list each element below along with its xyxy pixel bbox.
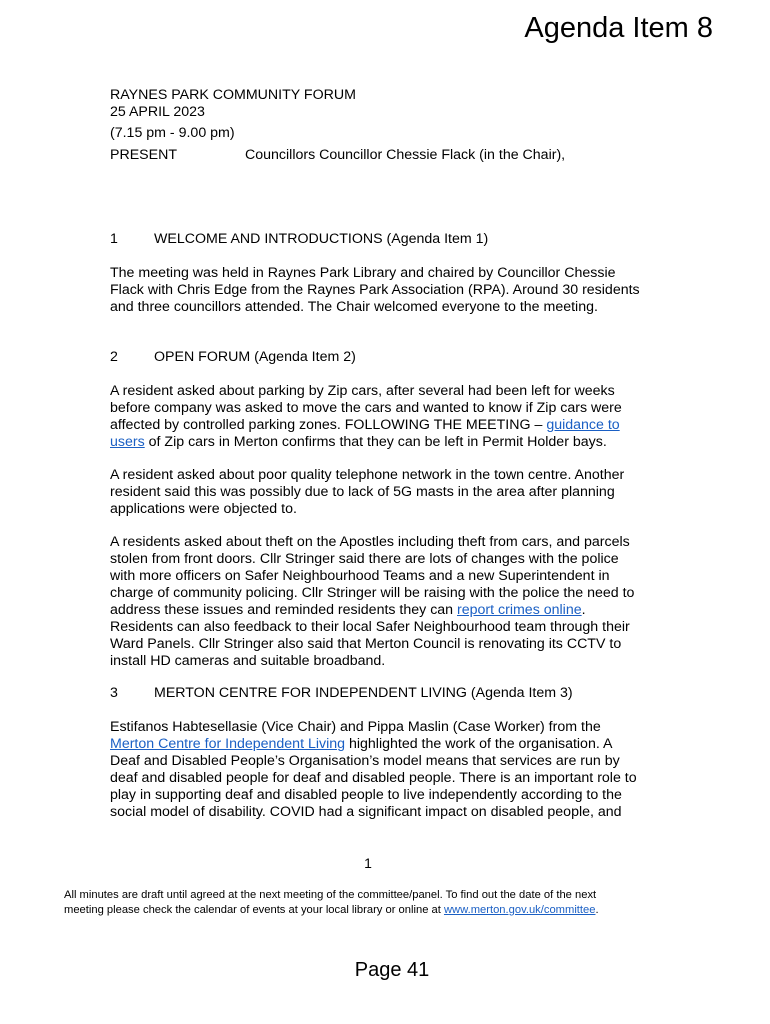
paragraph-line: charge of community policing. Cllr Stringer will be raising with the police the need to xyxy=(110,585,635,601)
meeting-date: 25 APRIL 2023 xyxy=(110,104,205,120)
item1-paragraph xyxy=(110,265,710,316)
footer-line xyxy=(64,903,744,918)
footer-line: All minutes are draft until agreed at the next meeting of the committee/panel. To find out the date of the next xyxy=(64,889,597,901)
item1-number: 1 xyxy=(110,231,118,247)
item3-heading xyxy=(110,685,710,702)
paragraph-line: The meeting was held in Raynes Park Library and chaired by Councillor Chessie xyxy=(110,265,616,281)
item2-paragraph-1 xyxy=(110,383,710,451)
paragraph-text: affected by controlled parking zones. FOLLOWING THE MEETING – xyxy=(110,417,547,433)
present-label: PRESENT xyxy=(110,147,178,163)
item2-paragraph-3 xyxy=(110,534,710,670)
paragraph-line: A resident asked about poor quality telephone network in the town centre. Another xyxy=(110,467,625,483)
paragraph-line: A residents asked about theft on the Apostles including theft from cars, and parcels xyxy=(110,534,630,550)
committee-link[interactable]: www.merton.gov.uk/committee xyxy=(443,904,596,916)
paragraph-text: of Zip cars in Merton confirms that they can be left in Permit Holder bays. xyxy=(144,434,607,450)
merton-centre-link[interactable]: Merton Centre for Independent Living xyxy=(110,736,346,752)
paragraph-line: Residents can also feedback to their local Safer Neighbourhood team through their xyxy=(110,619,630,635)
item2-number: 2 xyxy=(110,349,118,365)
item3-heading-text: MERTON CENTRE FOR INDEPENDENT LIVING (Agenda Item 3) xyxy=(154,685,573,701)
paragraph-line: Flack with Chris Edge from the Raynes Park Association (RPA). Around 30 residents xyxy=(110,282,640,298)
item3-number: 3 xyxy=(110,685,118,701)
item1-heading xyxy=(110,231,710,248)
item1-heading-text: WELCOME AND INTRODUCTIONS (Agenda Item 1) xyxy=(154,231,489,247)
present-row xyxy=(110,147,710,164)
page-number: 1 xyxy=(364,855,372,871)
paragraph-line: deaf and disabled people for deaf and disabled people. There is an important role to xyxy=(110,770,637,786)
paragraph-line: resident said this was possibly due to lack of 5G masts in the area after planning xyxy=(110,484,615,500)
paragraph-line: Ward Panels. Cllr Stringer also said that Merton Council is renovating its CCTV to xyxy=(110,636,622,652)
paragraph-line: install HD cameras and suitable broadband. xyxy=(110,653,386,669)
item3-paragraph xyxy=(110,719,710,821)
paragraph-line: before company was asked to move the cars and wanted to know if Zip cars were xyxy=(110,400,622,416)
paragraph-text: . xyxy=(581,602,586,618)
page-label: Page 41 xyxy=(354,959,430,981)
footer-text: . xyxy=(595,904,599,916)
paragraph-line: Estifanos Habtesellasie (Vice Chair) and Pippa Maslin (Case Worker) from the xyxy=(110,719,601,735)
paragraph-line: play in supporting deaf and disabled people to live independently according to the xyxy=(110,787,622,803)
guidance-to-users-link-cont[interactable]: users xyxy=(110,434,145,450)
paragraph-line xyxy=(110,417,710,434)
footer-text: meeting please check the calendar of events at your local library or online at xyxy=(64,904,444,916)
paragraph-line: social model of disability. COVID had a significant impact on disabled people, and xyxy=(110,804,622,820)
meeting-title: RAYNES PARK COMMUNITY FORUM xyxy=(110,87,356,103)
paragraph-line: and three councillors attended. The Chair welcomed everyone to the meeting. xyxy=(110,299,598,315)
meeting-time: (7.15 pm - 9.00 pm) xyxy=(110,125,235,141)
item2-heading xyxy=(110,349,710,366)
paragraph-line: A resident asked about parking by Zip cars, after several had been left for weeks xyxy=(110,383,615,399)
present-value: Councillors Councillor Chessie Flack (in the Chair), xyxy=(245,147,566,163)
meeting-header xyxy=(110,87,710,164)
paragraph-line xyxy=(110,736,710,753)
guidance-to-users-link[interactable]: guidance to xyxy=(546,417,620,433)
paragraph-line xyxy=(110,602,710,619)
item2-paragraph-2 xyxy=(110,467,710,518)
report-crimes-online-link[interactable]: report crimes online xyxy=(457,602,582,618)
paragraph-line: Deaf and Disabled People’s Organisation’s model means that services are run by xyxy=(110,753,620,769)
agenda-item-title: Agenda Item 8 xyxy=(524,12,713,44)
paragraph-text: highlighted the work of the organisation. A xyxy=(345,736,613,752)
paragraph-text: address these issues and reminded residents they can xyxy=(110,602,458,618)
footer-note xyxy=(64,888,744,918)
item2-heading-text: OPEN FORUM (Agenda Item 2) xyxy=(154,349,356,365)
paragraph-line: applications were objected to. xyxy=(110,501,297,517)
paragraph-line: stolen from front doors. Cllr Stringer said there are lots of changes with the police xyxy=(110,551,619,567)
paragraph-line xyxy=(110,434,710,451)
paragraph-line: with more officers on Safer Neighbourhood Teams and a new Superintendent in xyxy=(110,568,610,584)
